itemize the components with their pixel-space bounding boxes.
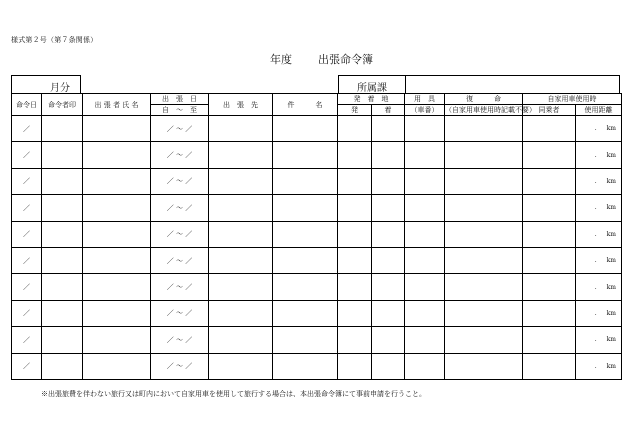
trip-dates-cell[interactable] — [151, 247, 209, 273]
order-seal-cell[interactable] — [42, 116, 83, 142]
date-slash: ／ — [23, 203, 30, 212]
table-row — [12, 353, 622, 379]
date-slash: ／ — [23, 177, 30, 186]
distance-unit: km — [606, 362, 616, 370]
passengers-cell[interactable] — [523, 116, 576, 142]
header-report-note: （自家用車使用時記載不要） — [445, 106, 536, 114]
department-label: 所属課 — [357, 83, 387, 94]
date-slash: ／ — [23, 362, 30, 371]
equipment-cell[interactable] — [405, 195, 445, 221]
trip-range: ／ ～ ／ — [166, 151, 193, 160]
depart-cell[interactable] — [338, 221, 372, 247]
header-depart: 発 — [338, 105, 372, 116]
distance-cell[interactable] — [576, 274, 622, 300]
destination-cell[interactable] — [209, 168, 273, 194]
trip-dates-cell[interactable] — [151, 221, 209, 247]
order-date-cell[interactable] — [12, 353, 42, 379]
header-passengers: 同乗者 — [523, 105, 576, 116]
distance-dot: . — [594, 177, 597, 185]
depart-cell[interactable] — [338, 274, 372, 300]
passengers-cell[interactable] — [523, 274, 576, 300]
distance-unit: km — [606, 257, 616, 265]
table-row — [12, 142, 622, 168]
traveler-name-cell[interactable] — [83, 353, 151, 379]
destination-cell[interactable] — [209, 195, 273, 221]
depart-cell[interactable] — [338, 116, 372, 142]
destination-cell[interactable] — [209, 274, 273, 300]
arrive-cell[interactable] — [372, 327, 405, 353]
destination-cell[interactable] — [209, 142, 273, 168]
order-seal-cell[interactable] — [42, 221, 83, 247]
report-cell[interactable] — [445, 247, 523, 273]
table-row — [12, 327, 622, 353]
traveler-name-cell[interactable] — [83, 327, 151, 353]
distance-unit: km — [606, 204, 616, 212]
month-field[interactable] — [11, 75, 81, 93]
report-cell[interactable] — [445, 221, 523, 247]
header-arrive: 着 — [372, 105, 405, 116]
order-date-cell[interactable] — [12, 274, 42, 300]
arrive-cell[interactable] — [372, 168, 405, 194]
distance-cell[interactable] — [576, 168, 622, 194]
header-order-date: 命令日 — [12, 94, 42, 116]
subject-cell[interactable] — [273, 116, 338, 142]
trip-dates-cell[interactable] — [151, 327, 209, 353]
traveler-name-cell[interactable] — [83, 274, 151, 300]
traveler-name-cell[interactable] — [83, 116, 151, 142]
subject-cell[interactable] — [273, 327, 338, 353]
traveler-name-cell[interactable] — [83, 300, 151, 326]
traveler-name-cell[interactable] — [83, 168, 151, 194]
trip-dates-cell[interactable] — [151, 300, 209, 326]
destination-cell[interactable] — [209, 221, 273, 247]
depart-cell[interactable] — [338, 300, 372, 326]
depart-cell[interactable] — [338, 142, 372, 168]
traveler-name-cell[interactable] — [83, 221, 151, 247]
trip-range: ／ ～ ／ — [166, 256, 193, 265]
travel-order-table — [11, 93, 622, 380]
trip-range: ／ ～ ／ — [166, 362, 193, 371]
distance-unit: km — [606, 309, 616, 317]
passengers-cell[interactable] — [523, 327, 576, 353]
report-cell[interactable] — [445, 195, 523, 221]
trip-range: ／ ～ ／ — [166, 230, 193, 239]
header-destination: 出 張 先 — [209, 94, 273, 116]
distance-cell[interactable] — [576, 247, 622, 273]
header-report: 復 命 — [445, 94, 523, 105]
table-row — [12, 116, 622, 142]
table-row — [12, 274, 622, 300]
depart-cell[interactable] — [338, 327, 372, 353]
report-cell[interactable] — [445, 327, 523, 353]
destination-cell[interactable] — [209, 247, 273, 273]
equipment-cell[interactable] — [405, 221, 445, 247]
equipment-cell[interactable] — [405, 327, 445, 353]
table-row — [12, 247, 622, 273]
distance-dot: . — [594, 257, 597, 265]
date-slash: ／ — [23, 230, 30, 239]
distance-unit: km — [606, 230, 616, 238]
passengers-cell[interactable] — [523, 195, 576, 221]
distance-cell[interactable] — [576, 327, 622, 353]
distance-cell[interactable] — [576, 142, 622, 168]
distance-dot: . — [594, 151, 597, 159]
order-seal-cell[interactable] — [42, 168, 83, 194]
depart-cell[interactable] — [338, 247, 372, 273]
title-name: 出張命令簿 — [318, 53, 373, 66]
order-seal-cell[interactable] — [42, 327, 83, 353]
date-slash: ／ — [23, 151, 30, 160]
trip-range: ／ ～ ／ — [166, 177, 193, 186]
distance-dot: . — [594, 204, 597, 212]
arrive-cell[interactable] — [372, 274, 405, 300]
subject-cell[interactable] — [273, 168, 338, 194]
report-cell[interactable] — [445, 300, 523, 326]
destination-cell[interactable] — [209, 353, 273, 379]
depart-cell[interactable] — [338, 353, 372, 379]
traveler-name-cell[interactable] — [83, 195, 151, 221]
arrive-cell[interactable] — [372, 142, 405, 168]
order-seal-cell[interactable] — [42, 274, 83, 300]
order-date-cell[interactable] — [12, 116, 42, 142]
header-depart-arrive: 発 着 地 — [338, 94, 405, 105]
order-date-cell[interactable] — [12, 300, 42, 326]
distance-cell[interactable] — [576, 300, 622, 326]
header-equipment: 用 具 — [405, 94, 445, 105]
distance-unit: km — [606, 177, 616, 185]
trip-range: ／ ～ ／ — [166, 309, 193, 318]
header-trip-from-to: 自 ～ 至 — [151, 105, 209, 116]
destination-cell[interactable] — [209, 327, 273, 353]
subject-cell[interactable] — [273, 221, 338, 247]
traveler-name-cell[interactable] — [83, 142, 151, 168]
table-row — [12, 300, 622, 326]
distance-unit: km — [606, 125, 616, 133]
order-date-cell[interactable] — [12, 221, 42, 247]
trip-range: ／ ～ ／ — [166, 335, 193, 344]
destination-cell[interactable] — [209, 300, 273, 326]
trip-dates-cell[interactable] — [151, 142, 209, 168]
passengers-cell[interactable] — [523, 142, 576, 168]
department-field[interactable] — [338, 75, 620, 93]
arrive-cell[interactable] — [372, 221, 405, 247]
passengers-cell[interactable] — [523, 221, 576, 247]
page-title — [270, 51, 373, 67]
traveler-name-cell[interactable] — [83, 247, 151, 273]
distance-cell[interactable] — [576, 353, 622, 379]
report-cell[interactable] — [445, 168, 523, 194]
header-order-seal: 命令者印 — [42, 94, 83, 116]
trip-range: ／ ～ ／ — [166, 203, 193, 212]
subject-cell[interactable] — [273, 300, 338, 326]
table-row — [12, 195, 622, 221]
trip-range: ／ ～ ／ — [166, 283, 193, 292]
report-cell[interactable] — [445, 274, 523, 300]
distance-dot: . — [594, 125, 597, 133]
distance-dot: . — [594, 230, 597, 238]
distance-cell[interactable] — [576, 221, 622, 247]
trip-range: ／ ～ ／ — [166, 124, 193, 133]
header-distance: 使用距離 — [576, 105, 622, 116]
header-private-car: 自家用車使用時 — [523, 94, 622, 105]
date-slash: ／ — [23, 335, 30, 344]
report-cell[interactable] — [445, 353, 523, 379]
equipment-cell[interactable] — [405, 274, 445, 300]
order-date-cell[interactable] — [12, 247, 42, 273]
trip-dates-cell[interactable] — [151, 168, 209, 194]
distance-unit: km — [606, 151, 616, 159]
distance-cell[interactable] — [576, 116, 622, 142]
table-row — [12, 168, 622, 194]
subject-cell[interactable] — [273, 247, 338, 273]
order-seal-cell[interactable] — [42, 300, 83, 326]
passengers-cell[interactable] — [523, 168, 576, 194]
department-divider — [405, 76, 406, 93]
equipment-cell[interactable] — [405, 168, 445, 194]
order-seal-cell[interactable] — [42, 247, 83, 273]
subject-cell[interactable] — [273, 142, 338, 168]
passengers-cell[interactable] — [523, 247, 576, 273]
destination-cell[interactable] — [209, 116, 273, 142]
form-id: 様式第２号（第７条関係） — [11, 36, 98, 44]
equipment-cell[interactable] — [405, 300, 445, 326]
subject-cell[interactable] — [273, 195, 338, 221]
title-year: 年度 — [270, 53, 292, 66]
date-slash: ／ — [23, 256, 30, 265]
subject-cell[interactable] — [273, 274, 338, 300]
header-trip-dates: 出 張 日 — [151, 94, 209, 105]
order-date-cell[interactable] — [12, 168, 42, 194]
order-date-cell[interactable] — [12, 195, 42, 221]
order-seal-cell[interactable] — [42, 195, 83, 221]
header-vehicle-no: （車番） — [405, 105, 445, 116]
order-date-cell[interactable] — [12, 327, 42, 353]
equipment-cell[interactable] — [405, 116, 445, 142]
trip-dates-cell[interactable] — [151, 353, 209, 379]
distance-unit: km — [606, 336, 616, 344]
equipment-cell[interactable] — [405, 142, 445, 168]
trip-dates-cell[interactable] — [151, 274, 209, 300]
distance-unit: km — [606, 283, 616, 291]
depart-cell[interactable] — [338, 195, 372, 221]
month-label: 月分 — [50, 83, 70, 94]
report-cell[interactable] — [445, 142, 523, 168]
distance-dot: . — [594, 362, 597, 370]
arrive-cell[interactable] — [372, 195, 405, 221]
subject-cell[interactable] — [273, 353, 338, 379]
header-subject: 件 名 — [273, 94, 338, 116]
depart-cell[interactable] — [338, 168, 372, 194]
trip-dates-cell[interactable] — [151, 116, 209, 142]
date-slash: ／ — [23, 309, 30, 318]
passengers-cell[interactable] — [523, 353, 576, 379]
distance-dot: . — [594, 336, 597, 344]
order-date-cell[interactable] — [12, 142, 42, 168]
arrive-cell[interactable] — [372, 247, 405, 273]
equipment-cell[interactable] — [405, 353, 445, 379]
arrive-cell[interactable] — [372, 300, 405, 326]
distance-dot: . — [594, 283, 597, 291]
order-seal-cell[interactable] — [42, 142, 83, 168]
date-slash: ／ — [23, 283, 30, 292]
order-seal-cell[interactable] — [42, 353, 83, 379]
distance-cell[interactable] — [576, 195, 622, 221]
distance-dot: . — [594, 309, 597, 317]
equipment-cell[interactable] — [405, 247, 445, 273]
date-slash: ／ — [23, 124, 30, 133]
report-cell[interactable] — [445, 116, 523, 142]
arrive-cell[interactable] — [372, 353, 405, 379]
table-row — [12, 221, 622, 247]
passengers-cell[interactable] — [523, 300, 576, 326]
header-traveler-name: 出 張 者 氏 名 — [83, 94, 151, 116]
footnote: ※出張旅費を伴わない旅行又は町内において自家用車を使用して旅行する場合は、本出張命令簿にて事前申請を行うこと。 — [41, 390, 426, 398]
arrive-cell[interactable] — [372, 116, 405, 142]
trip-dates-cell[interactable] — [151, 195, 209, 221]
